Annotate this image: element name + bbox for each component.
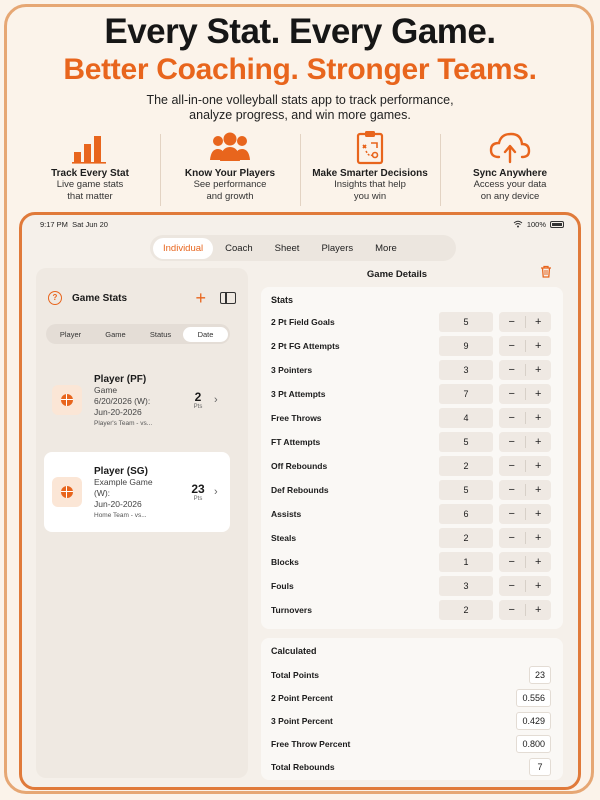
wifi-icon xyxy=(513,220,523,228)
feature-track-stats: Track Every Stat Live game stats that matter xyxy=(20,128,160,210)
stat-value-field[interactable]: 3 xyxy=(439,576,493,596)
stat-row xyxy=(261,527,563,549)
stat-stepper xyxy=(499,360,551,380)
clipboard-strategy-icon xyxy=(355,129,385,165)
stat-label: 2 Pt FG Attempts xyxy=(271,341,340,351)
stat-label: Def Rebounds xyxy=(271,485,329,495)
status-bar xyxy=(22,215,578,233)
increment-button[interactable]: + xyxy=(535,508,542,520)
calculated-value: 7 xyxy=(529,758,551,776)
increment-button[interactable]: + xyxy=(535,556,542,568)
tab-sheet[interactable]: Sheet xyxy=(274,242,300,254)
cloud-sync-icon xyxy=(488,130,532,164)
stat-row xyxy=(261,311,563,333)
calculated-row xyxy=(261,666,563,686)
stat-row xyxy=(261,599,563,621)
calculated-label-text: 3 Point Percent xyxy=(271,716,333,726)
decrement-button[interactable]: − xyxy=(508,340,515,352)
sidebar-header xyxy=(48,288,236,308)
calculated-label-text: Free Throw Percent xyxy=(271,739,351,749)
stat-row xyxy=(261,407,563,429)
calculated-row xyxy=(261,689,563,709)
players-icon xyxy=(208,130,252,164)
stat-value-field[interactable]: 5 xyxy=(439,432,493,452)
increment-button[interactable]: + xyxy=(535,484,542,496)
stat-label: Assists xyxy=(271,509,302,519)
stat-row xyxy=(261,455,563,477)
stat-value-field[interactable]: 2 xyxy=(439,600,493,620)
decrement-button[interactable]: − xyxy=(508,580,515,592)
status-date: Sat Jun 20 xyxy=(72,219,108,229)
calculated-row xyxy=(261,712,563,732)
stat-label: 2 Pt Field Goals xyxy=(271,317,335,327)
stat-row xyxy=(261,551,563,573)
segment-status[interactable]: Status xyxy=(149,329,172,339)
stat-label: Blocks xyxy=(271,557,299,567)
decrement-button[interactable]: − xyxy=(508,436,515,448)
stat-stepper xyxy=(499,600,551,620)
card-points: 23 xyxy=(191,482,205,496)
stat-stepper xyxy=(499,384,551,404)
add-game-button[interactable]: + xyxy=(195,288,206,308)
tab-players[interactable]: Players xyxy=(321,242,354,254)
segment-date[interactable]: Date xyxy=(183,327,228,342)
increment-button[interactable]: + xyxy=(535,412,542,424)
stat-stepper xyxy=(499,480,551,500)
stat-stepper xyxy=(499,576,551,596)
tablet-screen xyxy=(19,212,581,790)
calculated-label: Calculated xyxy=(271,646,317,656)
calculated-panel xyxy=(261,638,563,780)
game-details-title: Game Details xyxy=(366,269,428,280)
increment-button[interactable]: + xyxy=(535,388,542,400)
stat-label: 3 Pointers xyxy=(271,365,313,375)
decrement-button[interactable]: − xyxy=(508,484,515,496)
calculated-label-text: Total Points xyxy=(271,670,320,680)
main-tab-bar xyxy=(150,235,456,261)
stat-label: Free Throws xyxy=(271,413,322,423)
stat-stepper xyxy=(499,312,551,332)
decrement-button[interactable]: − xyxy=(508,556,515,568)
stat-stepper xyxy=(499,432,551,452)
game-stats-sidebar xyxy=(36,268,248,778)
stat-value-field[interactable]: 9 xyxy=(439,336,493,356)
stat-stepper xyxy=(499,408,551,428)
stat-label: Off Rebounds xyxy=(271,461,328,471)
stat-value-field[interactable]: 7 xyxy=(439,384,493,404)
stat-value-field[interactable]: 3 xyxy=(439,360,493,380)
stat-stepper xyxy=(499,552,551,572)
stat-stepper xyxy=(499,528,551,548)
stat-stepper xyxy=(499,456,551,476)
decrement-button[interactable]: − xyxy=(508,388,515,400)
stat-row xyxy=(261,335,563,357)
stat-stepper xyxy=(499,504,551,524)
ball-icon xyxy=(61,486,73,498)
stat-label: Steals xyxy=(271,533,297,543)
stat-row xyxy=(261,383,563,405)
calculated-value: 0.556 xyxy=(516,689,551,707)
chevron-right-icon: › xyxy=(214,486,218,498)
tab-more[interactable]: More xyxy=(375,242,397,254)
help-icon[interactable]: ? xyxy=(48,291,62,305)
stat-value-field[interactable]: 5 xyxy=(439,312,493,332)
stat-value-field[interactable]: 4 xyxy=(439,408,493,428)
stat-value-field[interactable]: 5 xyxy=(439,480,493,500)
decrement-button[interactable]: − xyxy=(508,364,515,376)
battery-icon xyxy=(550,221,564,228)
tab-individual[interactable]: Individual xyxy=(153,238,213,259)
calculated-value: 0.800 xyxy=(516,735,551,753)
stats-panel xyxy=(261,287,563,629)
trash-icon[interactable] xyxy=(540,265,552,278)
game-card[interactable]: Player (PF) Game 6/20/2026 (W): Jun-20-2026 Player's Team - vs... 2 Pts › xyxy=(44,360,230,440)
increment-button[interactable]: + xyxy=(535,532,542,544)
feature-row xyxy=(20,128,580,210)
stat-label: Fouls xyxy=(271,581,294,591)
stat-value-field[interactable]: 2 xyxy=(439,528,493,548)
calculated-label-text: Total Rebounds xyxy=(271,762,335,772)
ball-icon xyxy=(61,394,73,406)
battery-percent: 100% xyxy=(526,219,546,229)
headline: Every Stat. Every Game. xyxy=(104,12,496,51)
decrement-button[interactable]: − xyxy=(508,604,515,616)
bar-chart-icon xyxy=(70,130,110,164)
stat-row xyxy=(261,575,563,597)
calculated-label-text: 2 Point Percent xyxy=(271,693,333,703)
increment-button[interactable]: + xyxy=(535,340,542,352)
tab-coach[interactable]: Coach xyxy=(225,242,253,254)
stat-row xyxy=(261,479,563,501)
stat-row xyxy=(261,359,563,381)
stat-value-field[interactable]: 6 xyxy=(439,504,493,524)
calculated-row xyxy=(261,758,563,778)
sidebar-title: Game Stats xyxy=(72,292,128,304)
calculated-value: 23 xyxy=(529,666,551,684)
calculated-value: 0.429 xyxy=(516,712,551,730)
stat-label: FT Attempts xyxy=(271,437,321,447)
sort-segmented-control xyxy=(46,324,230,344)
feature-know-players: Know Your Players See performance and growth xyxy=(160,128,300,210)
card-points: 2 xyxy=(194,390,202,404)
decrement-button[interactable]: − xyxy=(508,460,515,472)
promo-description: The all-in-one volleyball stats app to track performance, analyze progress, and win more games. xyxy=(146,93,454,122)
stats-label: Stats xyxy=(271,295,294,305)
sidebar-toggle-icon[interactable] xyxy=(220,292,236,304)
feature-sync-anywhere: Sync Anywhere Access your data on any device xyxy=(440,128,580,210)
increment-button[interactable]: + xyxy=(535,364,542,376)
stat-row xyxy=(261,503,563,525)
increment-button[interactable]: + xyxy=(535,436,542,448)
decrement-button[interactable]: − xyxy=(508,316,515,328)
segment-game[interactable]: Game xyxy=(105,329,126,339)
increment-button[interactable]: + xyxy=(535,580,542,592)
decrement-button[interactable]: − xyxy=(508,532,515,544)
stat-stepper xyxy=(499,336,551,356)
stat-label: Turnovers xyxy=(271,605,312,615)
status-time: 9:17 PM xyxy=(40,219,68,229)
stat-row xyxy=(261,431,563,453)
increment-button[interactable]: + xyxy=(535,604,542,616)
decrement-button[interactable]: − xyxy=(508,508,515,520)
subheadline: Better Coaching. Stronger Teams. xyxy=(63,53,537,86)
calculated-row xyxy=(261,735,563,755)
feature-smarter-decisions: Make Smarter Decisions Insights that help you win xyxy=(300,128,440,210)
segment-player[interactable]: Player xyxy=(59,329,82,339)
chevron-right-icon: › xyxy=(214,394,218,406)
stat-value-field[interactable]: 2 xyxy=(439,456,493,476)
stat-value-field[interactable]: 1 xyxy=(439,552,493,572)
decrement-button[interactable]: − xyxy=(508,412,515,424)
increment-button[interactable]: + xyxy=(535,316,542,328)
increment-button[interactable]: + xyxy=(535,460,542,472)
stat-label: 3 Pt Attempts xyxy=(271,389,326,399)
game-card[interactable]: Player (SG) Example Game (W): Jun-20-2026 Home Team - vs... 23 Pts › xyxy=(44,452,230,532)
